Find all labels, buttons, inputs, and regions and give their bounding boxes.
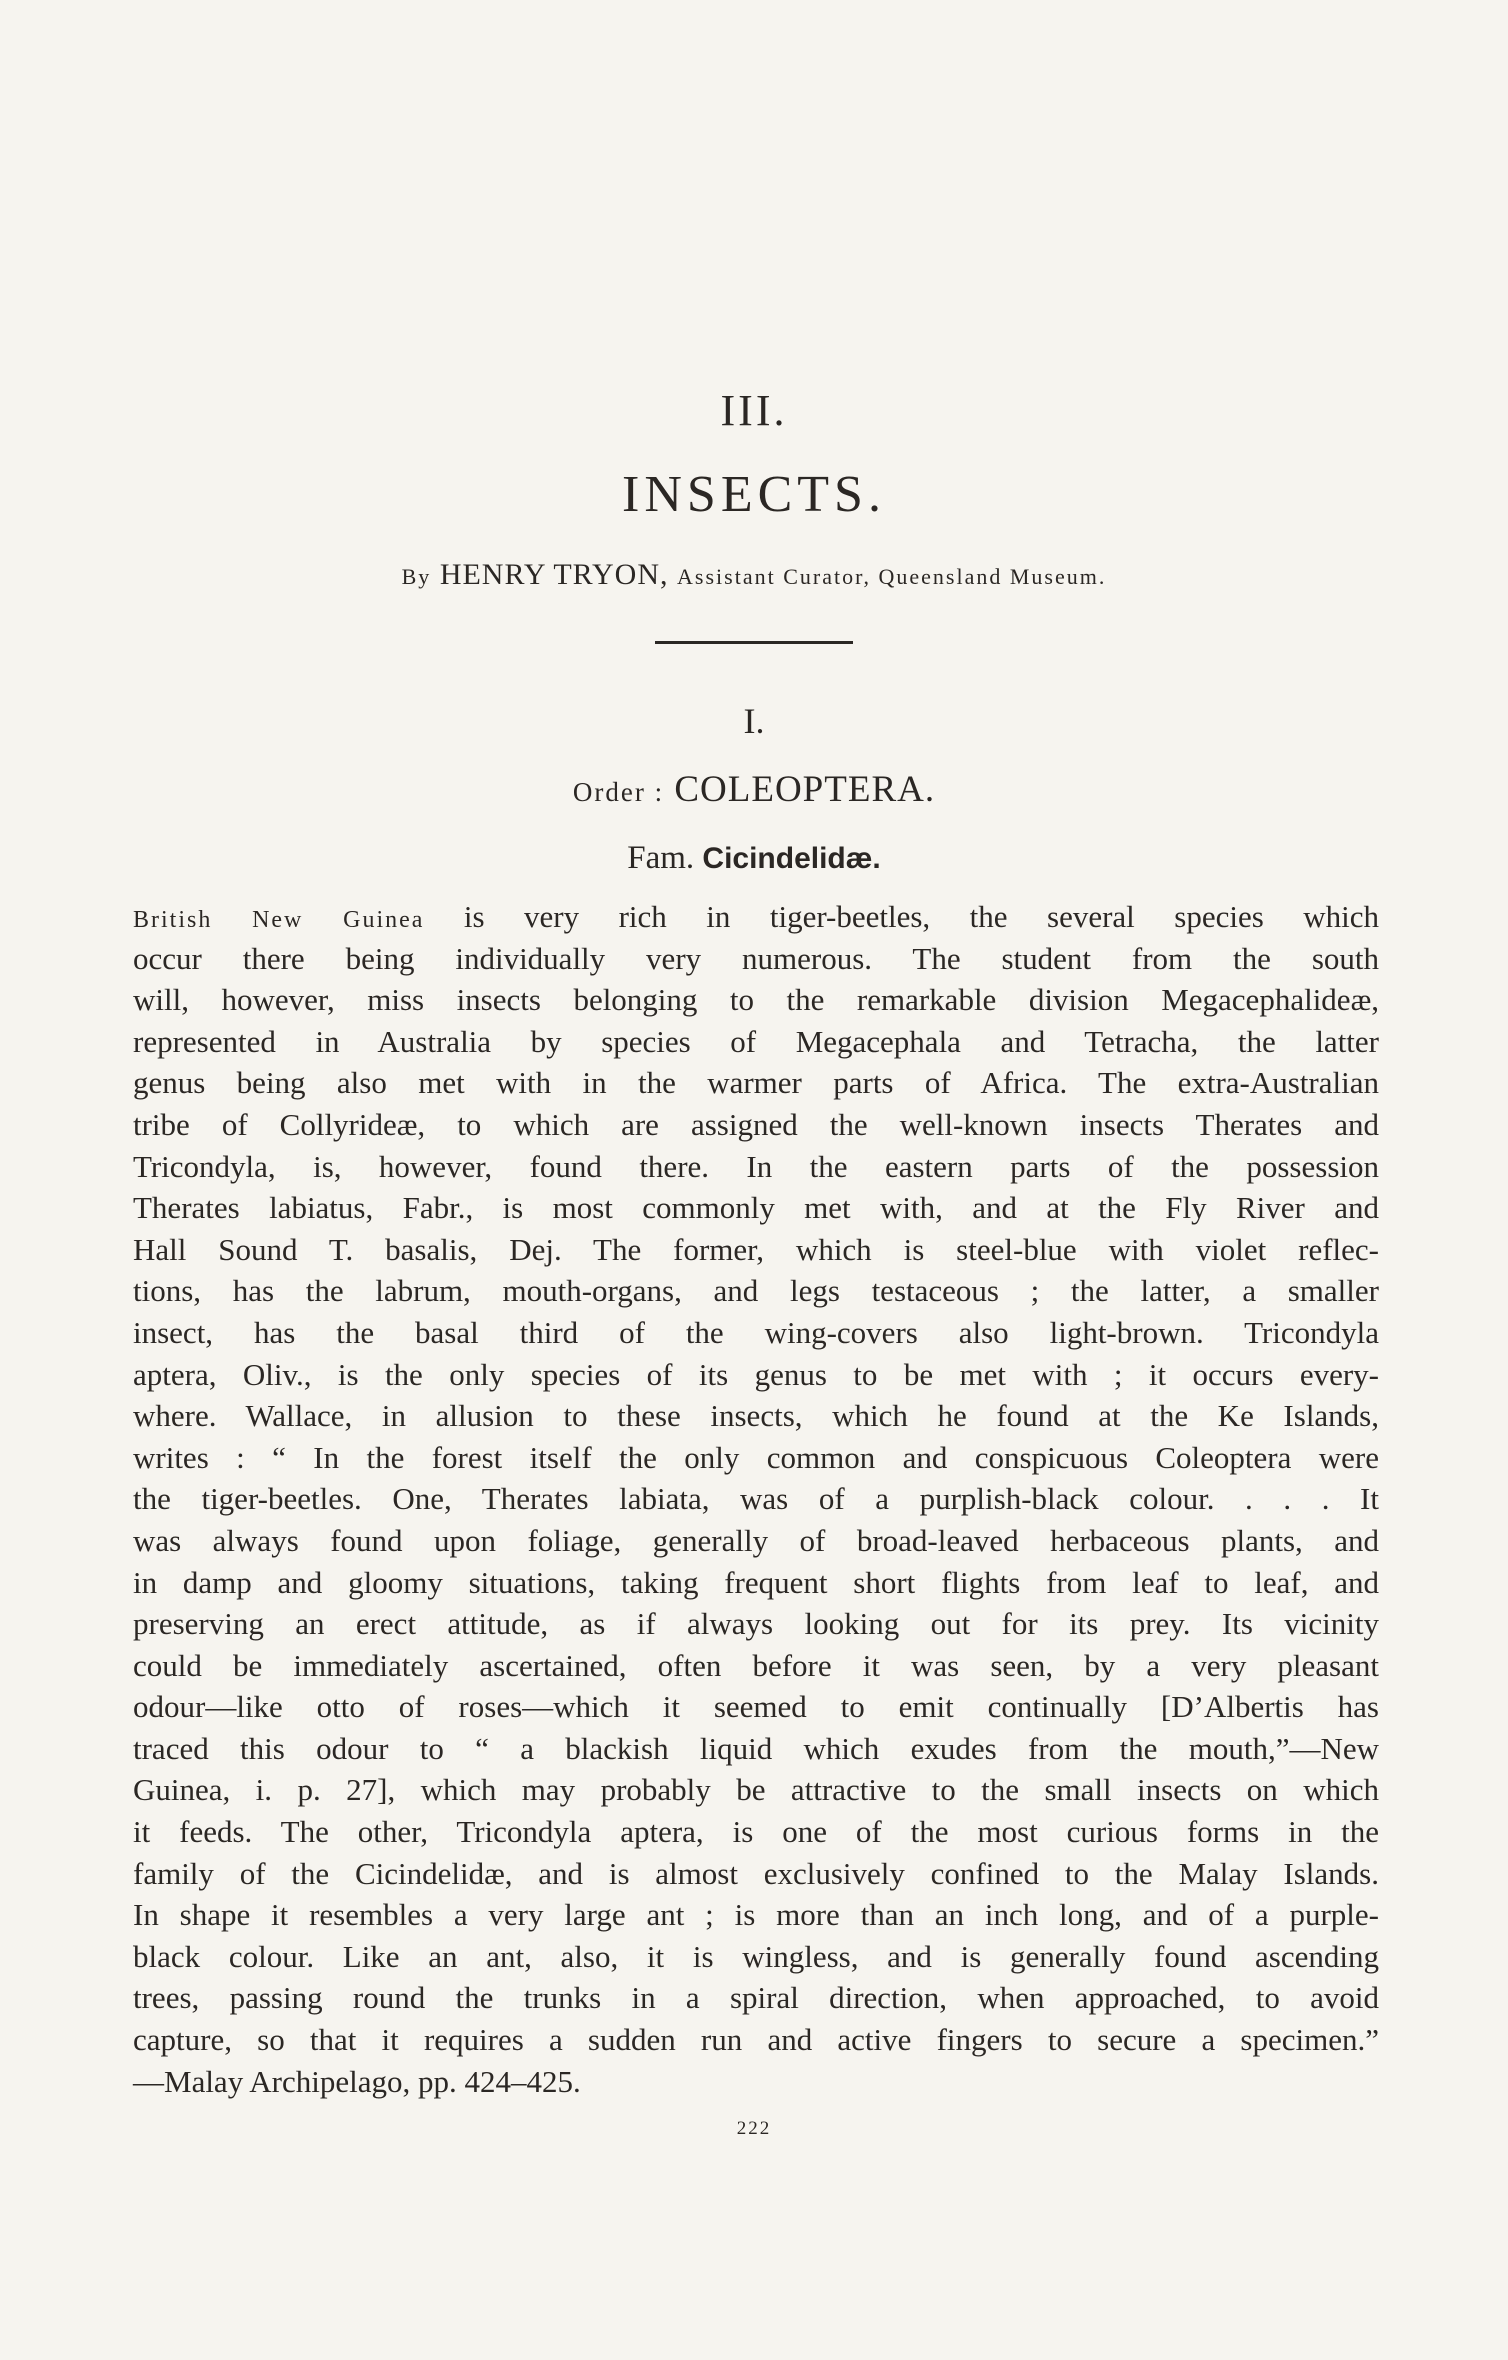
text-line: Tricondyla, is, however, found there. In the eastern parts of the possession (133, 1148, 1379, 1184)
section-number: I. (743, 701, 765, 741)
text-line: occur there being individually very numerous. The student from the south (133, 940, 1379, 976)
text-line: traced this odour to “ a blackish liquid which exudes from the mouth,”—New (133, 1730, 1379, 1766)
text-line: tribe of Collyrideæ, to which are assigned the well-known insects Therates and (133, 1106, 1379, 1142)
title-divider (655, 641, 853, 644)
byline-affiliation: Assistant Curator, Queensland Museum. (677, 564, 1107, 589)
text-line: writes : “ In the forest itself the only common and conspicuous Coleoptera were (133, 1439, 1379, 1475)
text-line: Guinea, i. p. 27], which may probably be attractive to the small insects on which (133, 1772, 1379, 1808)
text-line: black colour. Like an ant, also, it is wingless, and is generally found ascending (133, 1938, 1379, 1974)
text-line: in damp and gloomy situations, taking frequent short flights from leaf to leaf, and (133, 1564, 1379, 1600)
text-line: Therates labiatus, Fabr., is most commonly met with, and at the Fly River and (133, 1190, 1379, 1226)
order-label: Order : (572, 777, 665, 807)
family-name: Cicindelidæ. (702, 842, 881, 875)
page-number: 222 (736, 2118, 772, 2139)
text-line: it feeds. The other, Tricondyla aptera, is one of the most curious forms in the (133, 1814, 1379, 1850)
text-line: aptera, Oliv., is the only species of its genus to be met with ; it occurs every- (133, 1356, 1379, 1392)
order-heading (0, 768, 1508, 811)
text-line: —Malay Archipelago, pp. 424–425. (133, 2063, 581, 2099)
text-line: genus being also met with in the warmer parts of Africa. The extra-Australian (133, 1065, 1379, 1101)
text-line: Hall Sound T. basalis, Dej. The former, which is steel-blue with violet reflec- (133, 1231, 1379, 1267)
chapter-title: INSECTS. (622, 466, 886, 523)
family-heading (0, 840, 1508, 877)
text-line: where. Wallace, in allusion to these insects, which he found at the Ke Islands, (133, 1398, 1379, 1434)
text-line: In shape it resembles a very large ant ; is more than an inch long, and of a purple- (133, 1897, 1379, 1933)
byline-author: HENRY TRYON, (439, 558, 669, 591)
family-label: Fam. (627, 840, 695, 876)
text-line: the tiger-beetles. One, Therates labiata, was of a purplish-black colour. . . . It (133, 1481, 1379, 1517)
byline-by: By (401, 564, 432, 589)
order-name: COLEOPTERA. (674, 769, 936, 810)
text-line: odour—like otto of roses—which it seemed to emit continually [D’Albertis has (133, 1689, 1379, 1725)
text-line: trees, passing round the trunks in a spiral direction, when approached, to avoid (133, 1980, 1379, 2016)
part-number: III. (720, 386, 788, 435)
text-line: family of the Cicindelidæ, and is almost exclusively confined to the Malay Islands. (133, 1855, 1379, 1891)
opening-smallcaps: British New Guinea (133, 907, 425, 933)
text-line: could be immediately ascertained, often before it was seen, by a very pleasant (133, 1647, 1379, 1683)
text-line: preserving an erect attitude, as if always looking out for its prey. Its vicinity (133, 1606, 1379, 1642)
byline (0, 558, 1508, 592)
text-line: tions, has the labrum, mouth-organs, and legs testaceous ; the latter, a smaller (133, 1273, 1379, 1309)
text-line: was always found upon foliage, generally of broad-leaved herbaceous plants, and (133, 1522, 1379, 1558)
body-text (133, 896, 1379, 2102)
text-line: insect, has the basal third of the wing-covers also light-brown. Tricondyla (133, 1314, 1379, 1350)
text-line: will, however, miss insects belonging to the remarkable division Megacephalideæ, (133, 982, 1379, 1018)
text-line: represented in Australia by species of Megacephala and Tetracha, the latter (133, 1023, 1379, 1059)
text-line: British New Guinea is very rich in tiger-beetles, the several species which (133, 899, 1380, 934)
text-line: capture, so that it requires a sudden run and active fingers to secure a specimen.” (133, 2022, 1379, 2058)
